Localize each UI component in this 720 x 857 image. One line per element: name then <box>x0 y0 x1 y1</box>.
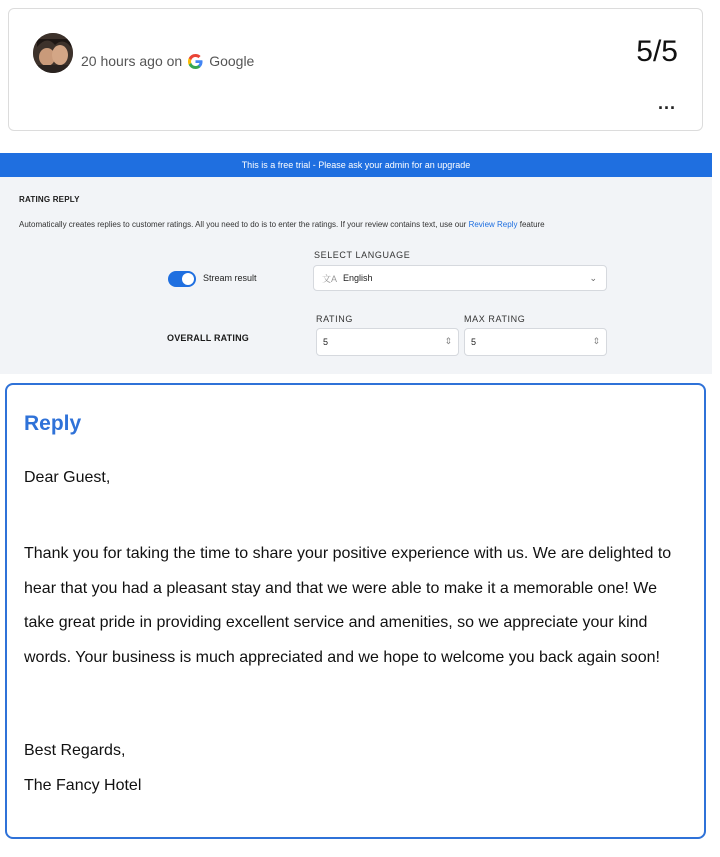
reply-title: Reply <box>24 412 82 435</box>
stream-result-toggle[interactable] <box>168 271 196 287</box>
chevron-down-icon: ⌄ <box>589 273 597 283</box>
review-meta <box>81 53 254 69</box>
reply-closing: Best Regards, <box>24 742 126 759</box>
description-suffix: feature <box>519 220 545 229</box>
more-dots-icon[interactable]: ... <box>657 93 676 113</box>
rating-reply-panel <box>0 177 712 374</box>
rating-value: 5 <box>323 337 329 347</box>
google-logo-icon <box>188 54 203 69</box>
trial-banner: This is a free trial - Please ask your admin for an upgrade <box>0 153 712 177</box>
panel-title: RATING REPLY <box>19 195 80 204</box>
reply-card <box>5 383 706 839</box>
avatar <box>33 33 73 73</box>
toggle-knob <box>182 273 194 285</box>
select-language-label: SELECT LANGUAGE <box>314 250 411 260</box>
review-reply-link[interactable]: Review Reply <box>468 220 518 229</box>
review-time: 20 hours ago on <box>81 53 183 69</box>
reply-signature: The Fancy Hotel <box>24 777 142 794</box>
max-rating-value: 5 <box>471 337 477 347</box>
rating-label: RATING <box>316 314 353 324</box>
spinner-arrows-icon[interactable]: ⇕ <box>592 336 600 346</box>
review-card <box>8 8 703 131</box>
max-rating-label: MAX RATING <box>464 314 526 324</box>
review-score: 5/5 <box>636 35 678 68</box>
review-source: Google <box>209 53 255 69</box>
rating-input[interactable] <box>316 328 459 356</box>
description-text: Automatically creates replies to customer ratings. All you need to do is to enter the ratings. If your review contains text, use our <box>19 220 467 229</box>
translate-icon: 文A <box>322 273 338 284</box>
reply-greeting: Dear Guest, <box>24 469 111 486</box>
panel-description <box>19 220 545 229</box>
max-rating-input[interactable] <box>464 328 607 356</box>
reply-body: Thank you for taking the time to share your positive experience with us. We are delighted to hear that you had a pleasant stay and that we were able to make it a memorable one! We take great pride in providing excellent service and amenities, so we appreciate your kind words. Your business is much appreciated and we hope to welcome you back again soon! <box>24 545 672 666</box>
stream-result-label: Stream result <box>203 273 257 283</box>
language-select[interactable] <box>313 265 607 291</box>
overall-rating-label: OVERALL RATING <box>167 333 249 343</box>
spinner-arrows-icon[interactable]: ⇕ <box>444 336 452 346</box>
language-value: English <box>343 273 373 283</box>
